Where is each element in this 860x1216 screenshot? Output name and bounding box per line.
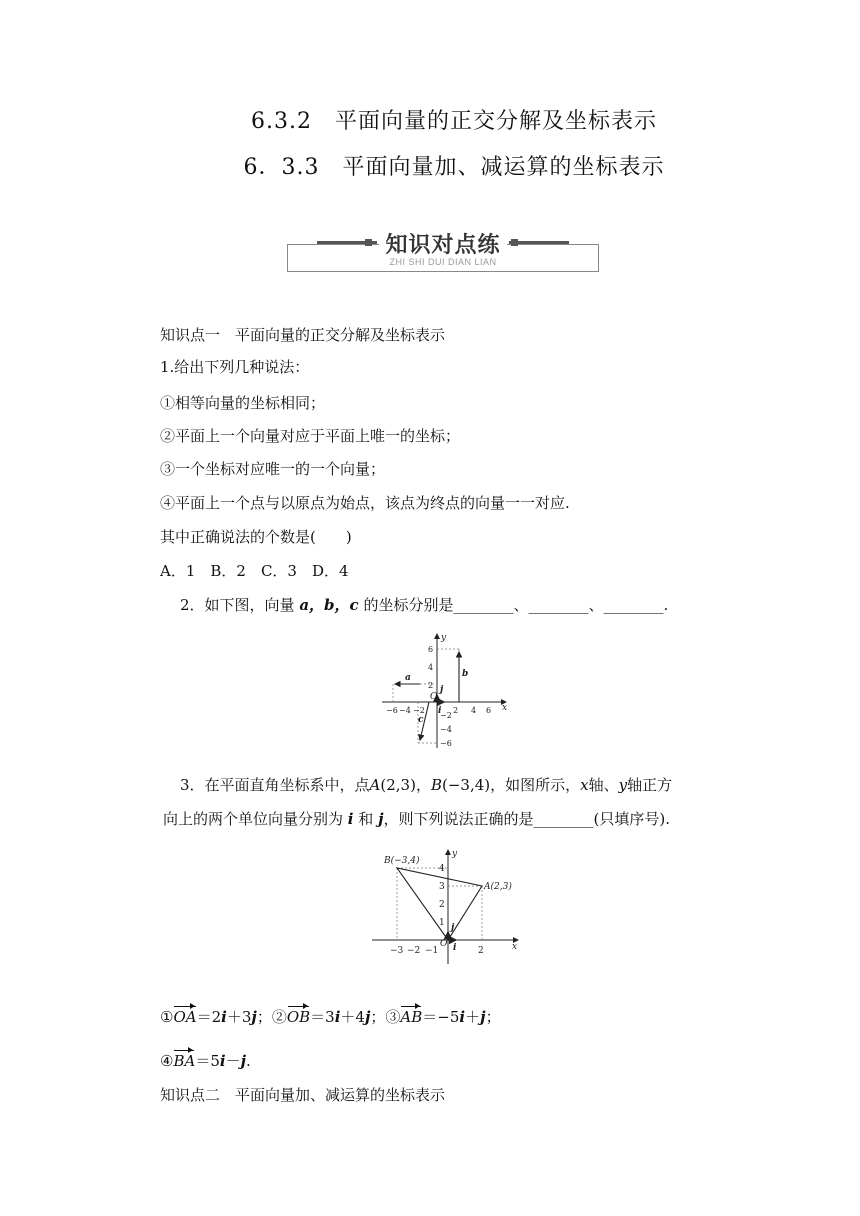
q1-stem: 1.给出下列几种说法： (160, 358, 310, 376)
i-label: i (438, 706, 442, 716)
unit-j-symbol: j (480, 1008, 486, 1026)
option-marker: ④ (160, 1052, 174, 1070)
q1-item-1: ①相等向量的坐标相同； (160, 394, 326, 412)
x-tick: −2 (413, 706, 425, 715)
a-label: a (405, 673, 411, 683)
y-tick: 4 (439, 864, 445, 874)
title-line-1: 6.3.2 平面向量的正交分解及坐标表示 (251, 109, 657, 134)
x-var: x (580, 776, 589, 794)
banner-square-left (365, 239, 372, 246)
x-tick: −1 (425, 946, 439, 956)
option-text: － (225, 1052, 241, 1070)
unit-j-symbol: j (364, 1008, 371, 1026)
i-label: i (453, 943, 457, 953)
q3-options-1-3 (160, 1006, 501, 1027)
y-label: y (452, 849, 458, 859)
point-b-name: B (430, 776, 442, 794)
banner-title: 知识对点练 (379, 228, 507, 259)
x-tick: −6 (386, 706, 398, 715)
banner-subtitle: ZHI SHI DUI DIAN LIAN (389, 257, 497, 267)
y-tick: −4 (440, 725, 452, 734)
y-tick: −2 (440, 711, 452, 720)
y-var: y (618, 776, 628, 794)
x-tick: 2 (453, 706, 459, 715)
point-b-label: B(−3,4) (384, 856, 420, 866)
section-2-heading: 知识点二 平面向量加、减运算的坐标表示 (160, 1086, 446, 1104)
x-tick: 6 (486, 706, 492, 715)
point-a-label: A(2,3) (484, 882, 512, 892)
j-label: j (451, 923, 455, 933)
figure-triangle-oab (370, 846, 522, 968)
c-label: c (418, 715, 424, 725)
q2-rest: 的坐标分别是________、________、________. (363, 596, 669, 614)
q1-item-4: ④平面上一个点与以原点为始点，该点为终点的向量一一对应. (160, 494, 570, 512)
option-text: ；③ (370, 1008, 401, 1026)
q2-num: 2．如下图，向量 (180, 596, 295, 614)
q3-text: 3．在平面直角坐标系中，点 (180, 776, 370, 794)
q1-item-2: ②平面上一个向量对应于平面上唯一的坐标； (160, 427, 461, 445)
q3-text: 向上的两个单位向量分别为 (163, 810, 344, 828)
q1-options: A．1 B．2 C．3 D．4 (160, 562, 349, 580)
q3-text: 和 (358, 810, 374, 828)
y-tick: −6 (440, 739, 452, 748)
j-label: j (440, 685, 444, 695)
x-tick: −3 (390, 946, 404, 956)
q2-vars: a，b，c (299, 596, 359, 614)
option-text: ；② (256, 1008, 287, 1026)
unit-i-symbol: i (221, 1008, 227, 1026)
q3-text: ，则下列说法正确的是________(只填序号). (383, 810, 670, 828)
unit-j-symbol: j (251, 1008, 257, 1026)
y-tick: 1 (439, 918, 445, 928)
y-tick: 2 (439, 900, 445, 910)
y-tick: 6 (428, 645, 434, 654)
x-label: x (502, 703, 508, 713)
unit-i-symbol: i (459, 1008, 466, 1026)
origin-label: O (430, 692, 438, 702)
unit-i-symbol: i (347, 810, 354, 828)
point-b-coord: (−3,4)，如图所示， (441, 776, 581, 794)
y-tick: 4 (428, 663, 434, 672)
q3-option-4 (160, 1050, 251, 1071)
q1-item-3: ③一个坐标对应唯一的一个向量； (160, 460, 386, 478)
option-text: ； (485, 1008, 501, 1026)
y-label: y (441, 633, 447, 643)
title-line-2: 6．3.3 平面向量加、减运算的坐标表示 (243, 155, 665, 180)
option-text: ＋ (465, 1008, 481, 1026)
vector-oa: OA (173, 1008, 197, 1026)
unit-i-symbol: i (219, 1052, 226, 1070)
option-text: ＋3 (226, 1008, 252, 1026)
x-tick: −4 (399, 706, 411, 715)
point-a-coord: (2,3)， (380, 776, 431, 794)
b-label: b (462, 669, 469, 679)
option-text: ＝2 (196, 1008, 222, 1026)
x-label: x (512, 942, 518, 952)
x-tick: 4 (471, 706, 477, 715)
x-tick: −2 (407, 946, 421, 956)
q3-text: 轴、 (588, 776, 619, 794)
q1-ask: 其中正确说法的个数是( ) (160, 528, 352, 546)
q3-line-1 (180, 774, 672, 795)
option-text: ＝5 (195, 1052, 220, 1070)
section-banner (287, 228, 599, 274)
figure-vectors-abc (380, 630, 512, 752)
banner-rule-right (509, 241, 569, 244)
unit-j-symbol: j (378, 810, 384, 828)
section-1-heading: 知识点一 平面向量的正交分解及坐标表示 (160, 326, 446, 344)
point-a-name: A (369, 776, 381, 794)
y-tick: 2 (428, 681, 434, 690)
vector-ob: OB (286, 1008, 311, 1026)
q3-text: 轴正方 (627, 776, 673, 794)
option-text: ＝−5 (422, 1008, 460, 1026)
unit-i-symbol: i (334, 1008, 341, 1026)
option-marker: ① (160, 1008, 174, 1026)
vector-ab: AB (400, 1008, 423, 1026)
y-tick: 3 (439, 882, 445, 892)
q2-text (180, 594, 668, 615)
x-tick: 2 (478, 946, 484, 956)
origin-label: O (440, 939, 448, 949)
option-text: . (246, 1052, 251, 1070)
option-text: ＝3 (310, 1008, 335, 1026)
unit-j-symbol: j (240, 1052, 247, 1070)
banner-square-right (511, 239, 518, 246)
q3-line-2 (163, 808, 670, 829)
vector-ba: BA (173, 1052, 196, 1070)
option-text: ＋4 (340, 1008, 365, 1026)
